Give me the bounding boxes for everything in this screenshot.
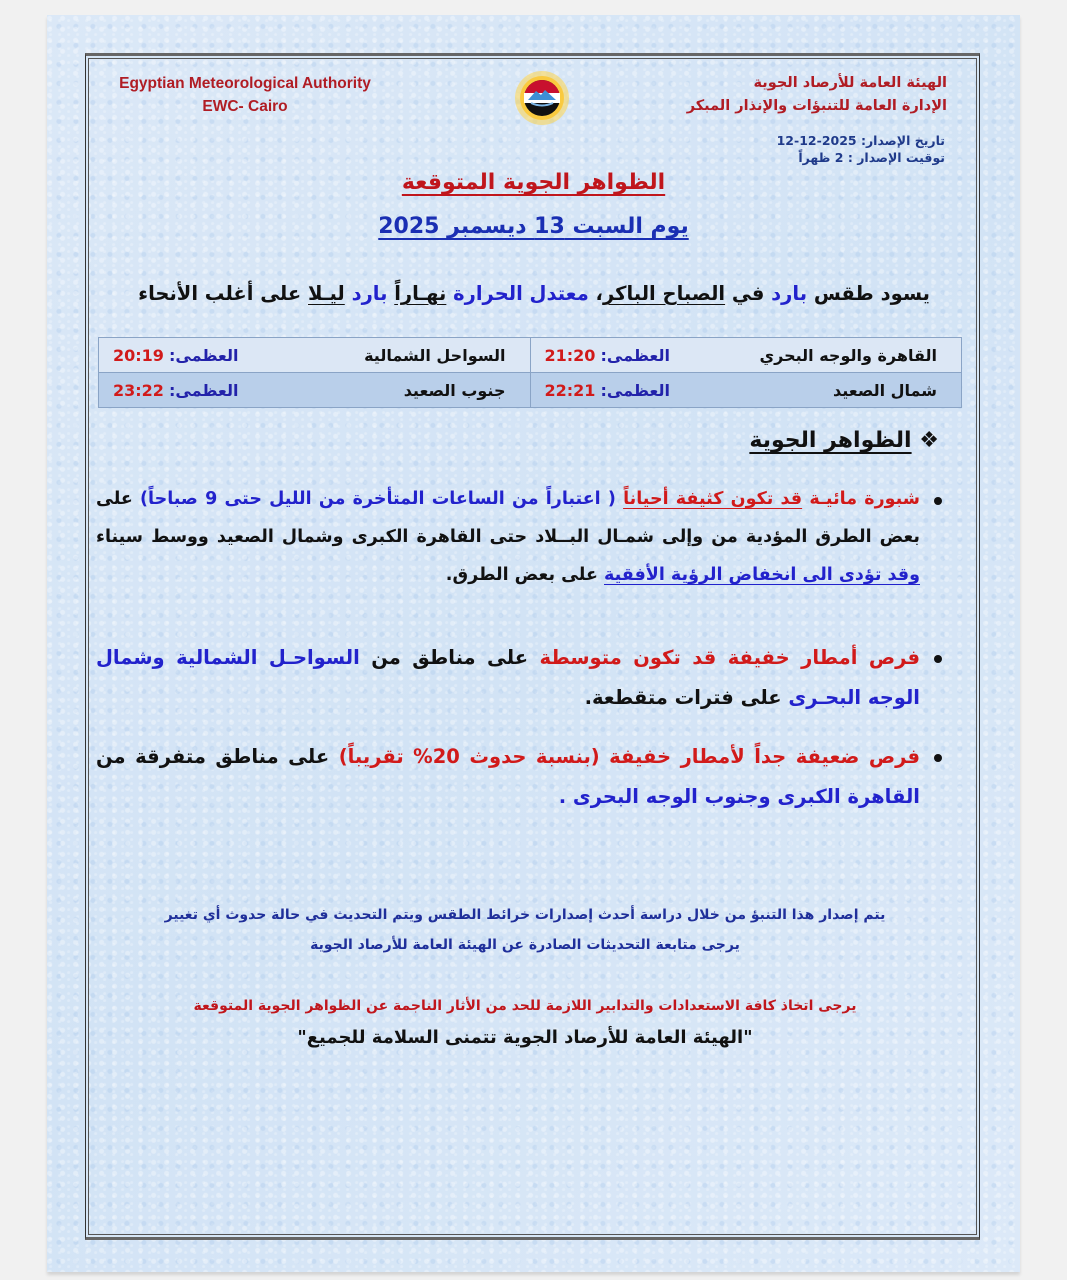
max-temp	[113, 381, 238, 400]
max-label: العظمى:	[600, 345, 670, 365]
summary-cold: بارد	[771, 282, 808, 305]
closing-message: "الهيئة العامة للأرصاد الجوية تتمنى السلامة للجميع"	[297, 1027, 753, 1048]
phenomena-heading-text: الظواهر الجوية	[749, 428, 912, 453]
rain-text: على مناطق من	[359, 646, 540, 669]
summary-early-morning: الصباح الباكر	[602, 282, 726, 305]
summary-text: ،	[588, 282, 603, 305]
max-temp	[113, 346, 238, 365]
temp-cell	[99, 373, 531, 408]
max-label: العظمى:	[600, 380, 670, 400]
light-rain-text: على مناطق متفرقة من	[96, 745, 339, 768]
ema-sun-emblem-icon	[514, 70, 570, 126]
rain-areas: السواحـل الشمالية وشمال الوجه البحـرى	[96, 646, 920, 709]
english-header	[100, 72, 390, 118]
page-title: الظواهر الجوية المتوقعة	[401, 170, 666, 195]
region-name: جنوب الصعيد	[403, 380, 506, 400]
issue-date-value: 2025-12-12	[776, 133, 857, 148]
update-note-line1: يتم إصدار هذا التنبؤ من خلال دراسة أحدث إصدارات خرائط الطقس ويتم التحديث في حالة حدوث أي تغيير	[164, 907, 886, 923]
diamond-bullet-icon: ❖	[919, 428, 939, 453]
list-item	[96, 737, 946, 817]
list-item	[96, 638, 946, 718]
issue-time-value: 2 ظهراً	[798, 150, 844, 165]
weather-summary	[100, 282, 930, 305]
arabic-header	[687, 72, 947, 118]
summary-text: في	[725, 282, 772, 305]
org-name-arabic: الهيئة العامة للأرصاد الجوية	[753, 75, 947, 91]
rain-label: فرص أمطار خفيفة قد تكون متوسطة	[539, 646, 920, 669]
update-note-line2: يرجى متابعة التحديثات الصادرة عن الهيئة العامة للأرصاد الجوية	[310, 937, 740, 953]
max-value: 22:21	[544, 380, 596, 400]
table-row	[99, 338, 962, 373]
summary-night: ليـلا	[308, 282, 345, 305]
region-name: القاهرة والوجه البحري	[759, 345, 937, 365]
max-label: العظمى:	[169, 380, 239, 400]
fog-density: قد تكون كثيفة أحياناً	[623, 489, 803, 509]
light-rain-areas: القاهرة الكبرى وجنوب الوجه البحرى .	[558, 785, 920, 808]
region-name: السواحل الشمالية	[364, 345, 506, 365]
org-name-english: Egyptian Meteorological Authority	[119, 75, 371, 92]
unit-name-arabic: الإدارة العامة للتنبؤات والإنذار المبكر	[686, 98, 947, 114]
max-temp	[545, 381, 670, 400]
phenomena-item-rain	[96, 638, 946, 718]
summary-text: على أغلب الأنحاء	[138, 282, 308, 305]
issue-time	[777, 149, 945, 166]
list-item	[96, 480, 946, 594]
forecast-date: يوم السبت 13 ديسمبر 2025	[378, 214, 689, 239]
fog-roads: على بعض الطرق.	[445, 565, 604, 585]
max-label: العظمى:	[169, 345, 239, 365]
fog-label: شبورة مائيـة	[802, 489, 920, 509]
temperature-table	[98, 337, 962, 408]
summary-daytime: نهـاراً	[394, 282, 447, 305]
temp-cell	[99, 338, 531, 373]
fog-timing: ( اعتباراً من الساعات المتأخرة من الليل حتى 9 صباحاً)	[140, 489, 624, 509]
table-row	[99, 373, 962, 408]
unit-name-english: EWC- Cairo	[202, 98, 288, 115]
max-value: 20:19	[113, 345, 164, 365]
issue-info	[777, 132, 945, 166]
region-name: شمال الصعيد	[833, 380, 937, 400]
fog-areas: على بعض الطرق المؤدية من وإلى شمـال البــلاد حتى القاهرة الكبرى وشمال الصعيد ووسط سيناء	[96, 489, 920, 547]
phenomena-item-fog	[96, 480, 946, 594]
max-value: 21:20	[544, 345, 596, 365]
temp-cell	[530, 338, 962, 373]
precaution-warning: يرجى اتخاذ كافة الاستعدادات والتدابير اللازمة للحد من الأثار الناجمة عن الظواهر الجوية المتوقعة	[193, 998, 857, 1014]
summary-text: يسود طقس	[807, 282, 930, 305]
update-note	[110, 900, 940, 960]
summary-moderate: معتدل الحرارة	[453, 282, 589, 305]
max-value: 23:22	[113, 380, 164, 400]
issue-date-label: تاريخ الإصدار:	[860, 133, 945, 148]
issue-date	[777, 132, 945, 149]
summary-text	[345, 282, 352, 305]
rain-periods: على فترات متقطعة.	[584, 686, 789, 709]
phenomena-heading	[749, 428, 939, 453]
light-rain-label: فرص ضعيفة جداً لأمطار خفيفة (بنسبة حدوث 20% تقريباً)	[338, 745, 920, 768]
fog-visibility-warning: وقد تؤدى الى انخفاض الرؤية الأفقية	[604, 565, 920, 585]
temp-cell	[530, 373, 962, 408]
max-temp	[545, 346, 670, 365]
summary-cold: بارد	[351, 282, 388, 305]
phenomena-item-light-rain	[96, 737, 946, 817]
issue-time-label: توقيت الإصدار :	[847, 150, 945, 165]
